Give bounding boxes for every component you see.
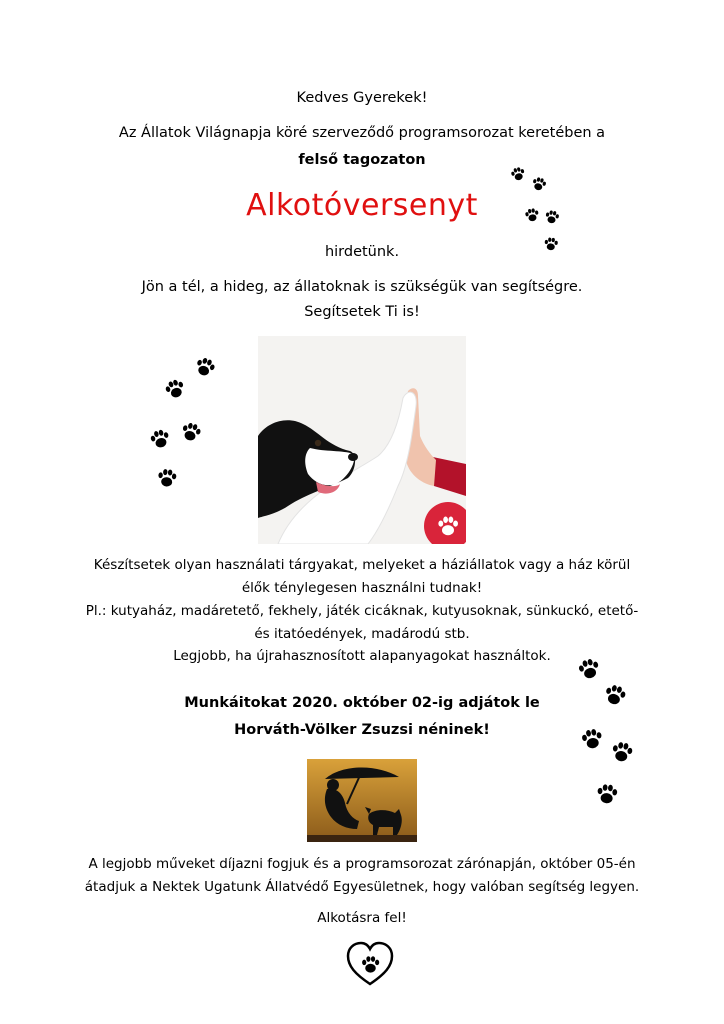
paw-print-icon — [531, 176, 547, 192]
greeting: Kedves Gyerekek! — [296, 90, 428, 106]
paw-print-icon — [524, 207, 540, 223]
intro-text: Az Állatok Világnapja köré szerveződő programsorozat keretében a — [118, 125, 606, 141]
task-line-2: élők ténylegesen használni tudnak! — [241, 580, 483, 596]
paw-print-icon — [577, 657, 601, 681]
silhouette-photo — [307, 759, 417, 842]
paw-print-icon — [510, 166, 526, 182]
contest-title: Alkotóversenyt — [246, 188, 478, 223]
paw-print-icon — [194, 356, 216, 378]
winter-text: Jön a tél, a hideg, az állatoknak is szükségük van segítségre. — [141, 279, 583, 295]
deadline-line-1: Munkáitokat 2020. október 02-ig adjátok le — [184, 695, 540, 711]
task-line-5: Legjobb, ha újrahasznosított alapanyagokat használtok. — [173, 648, 551, 664]
paw-print-icon — [164, 378, 186, 400]
task-line-4: és itatóedények, madárodú stb. — [254, 626, 470, 642]
announce-text: hirdetünk. — [324, 244, 400, 260]
paw-print-icon — [595, 782, 619, 806]
level-text: felső tagozaton — [298, 152, 426, 168]
deadline-line-2: Horváth-Völker Zsuzsi néninek! — [234, 722, 490, 738]
task-line-1: Készítsetek olyan használati tárgyakat, melyeket a háziállatok vagy a ház körül — [93, 557, 631, 573]
closing-line-1: A legjobb műveket díjazni fogjuk és a programsorozat zárónapján, október 05-én — [88, 856, 636, 872]
paw-print-icon — [156, 467, 178, 489]
paw-print-icon — [610, 740, 634, 764]
paw-print-icon — [149, 428, 171, 450]
task-line-3: Pl.: kutyaház, madáretető, fekhely, játék cicáknak, kutyusoknak, sünkuckó, etető- — [85, 603, 639, 619]
closing-line-2: átadjuk a Nektek Ugatunk Állatvédő Egyesületnek, hogy valóban segítség legyen. — [84, 879, 640, 895]
help-text: Segítsetek Ti is! — [304, 304, 420, 320]
paw-print-icon — [544, 209, 560, 225]
paw-print-icon — [580, 727, 604, 751]
motto: Alkotásra fel! — [317, 910, 407, 926]
dog-high-five-photo — [258, 336, 466, 544]
heart-paw-icon — [345, 940, 395, 988]
paw-print-icon — [180, 421, 202, 443]
paw-print-icon — [603, 683, 627, 707]
paw-print-icon — [543, 236, 559, 252]
